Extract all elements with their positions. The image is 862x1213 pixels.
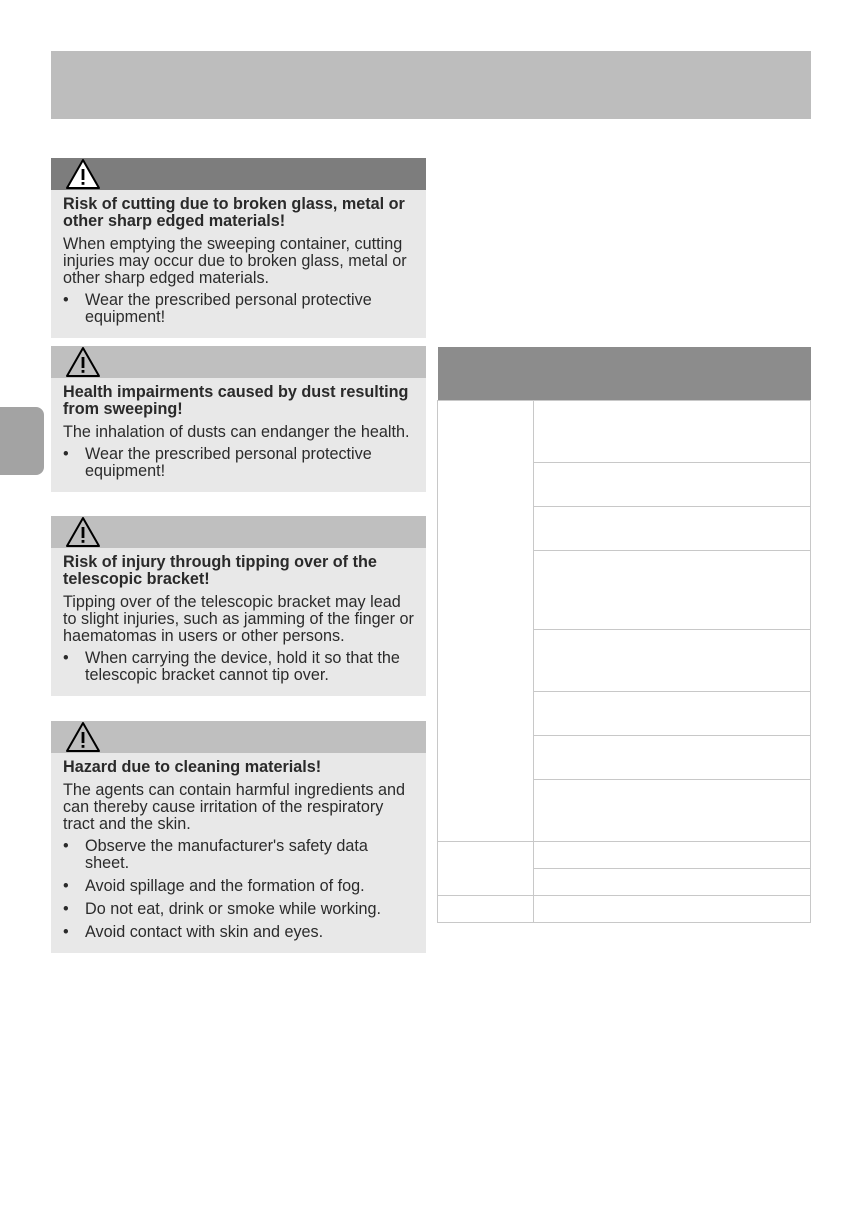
list-item: • Do not eat, drink or smoke while working. (63, 901, 416, 918)
table-row (438, 896, 811, 923)
warning-header (51, 346, 426, 378)
table-cell (534, 692, 811, 736)
warning-triangle-icon (65, 721, 101, 753)
warning-box-cutting (51, 158, 426, 338)
table-cell (438, 401, 534, 842)
warning-title: Health impairments caused by dust resulting from sweeping! (63, 383, 409, 418)
warning-text: When emptying the sweeping container, cutting injuries may occur due to broken glass, metal or other sharp edged materials. (63, 235, 407, 287)
warning-text: The inhalation of dusts can endanger the health. (63, 423, 410, 441)
warning-box-cleaning (51, 721, 426, 953)
table-cell (534, 869, 811, 896)
side-tab (0, 407, 44, 475)
warning-triangle-icon (65, 346, 101, 378)
table-cell (534, 780, 811, 842)
table-cell (534, 551, 811, 630)
warning-header (51, 158, 426, 190)
warning-header (51, 721, 426, 753)
header-bar (51, 51, 811, 119)
table-cell (534, 630, 811, 692)
warning-box-tipping (51, 516, 426, 696)
warning-text: The agents can contain harmful ingredients and can thereby cause irritation of the respiratory tract and the skin. (63, 781, 405, 833)
warning-title: Risk of injury through tipping over of the telescopic bracket! (63, 553, 377, 588)
table-cell (534, 507, 811, 551)
warning-list (63, 838, 416, 941)
table-header-cell (534, 347, 811, 401)
warning-text: Tipping over of the telescopic bracket may lead to slight injuries, such as jamming of the finger or haematomas in users or other persons. (63, 593, 414, 645)
warning-triangle-icon (65, 158, 101, 190)
warning-triangle-icon (65, 516, 101, 548)
list-item: • Avoid contact with skin and eyes. (63, 924, 416, 941)
table-header-row (438, 347, 811, 401)
list-item: • When carrying the device, hold it so that the telescopic bracket cannot tip over. (63, 650, 416, 684)
list-item: • Wear the prescribed personal protective equipment! (63, 446, 416, 480)
list-item: • Observe the manufacturer's safety data sheet. (63, 838, 416, 872)
table-header-cell (438, 347, 534, 401)
list-item: • Avoid spillage and the formation of fog. (63, 878, 416, 895)
warning-list (63, 650, 416, 684)
list-item: • Wear the prescribed personal protective equipment! (63, 292, 416, 326)
table-cell (534, 896, 811, 923)
table-cell (438, 842, 534, 896)
warning-list (63, 292, 416, 326)
table-row (438, 842, 811, 869)
table-row (438, 401, 811, 463)
table-cell (534, 842, 811, 869)
table-cell (534, 463, 811, 507)
table-cell (438, 896, 534, 923)
warning-header (51, 516, 426, 548)
table-cell (534, 736, 811, 780)
warning-title: Hazard due to cleaning materials! (63, 758, 322, 776)
warning-box-dust (51, 346, 426, 492)
warning-title: Risk of cutting due to broken glass, metal or other sharp edged materials! (63, 195, 405, 230)
warning-list (63, 446, 416, 480)
table-cell (534, 401, 811, 463)
data-table (437, 347, 811, 923)
